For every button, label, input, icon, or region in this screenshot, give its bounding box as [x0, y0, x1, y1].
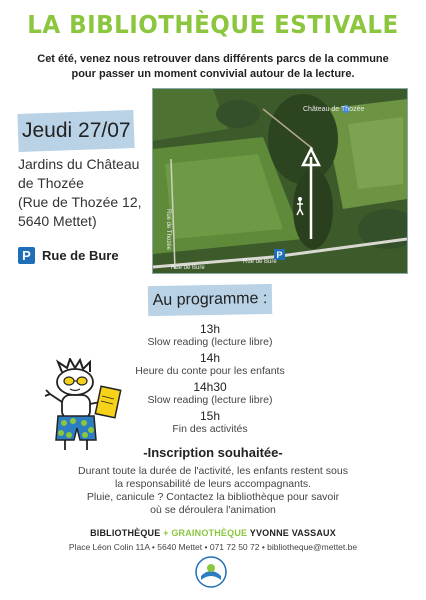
registration-note: -Inscription souhaitée-	[143, 445, 283, 460]
schedule-item	[100, 409, 320, 436]
schedule-activity: Fin des activités	[172, 423, 248, 435]
location-address	[18, 155, 158, 231]
map-parking-icon: P	[276, 250, 283, 260]
notes-line-1: Durant toute la durée de l'activité, les enfants restent sous	[78, 465, 348, 477]
notes-line-4: où se déroulera l'animation	[150, 504, 276, 516]
intro-line-2: pour passer un moment convivial autour de la lecture.	[71, 68, 355, 80]
map-road-label-1: Rue de Bure	[171, 265, 205, 271]
contact-line: Place Léon Colin 11A • 5640 Mettet • 071 72 50 72 • bibliotheque@mettet.be	[68, 542, 358, 552]
page-title: LA BIBLIOTHÈQUE ESTIVALE	[27, 10, 399, 39]
notes-line-3: Pluie, canicule ? Contactez la bibliothèque pour savoir	[86, 491, 340, 503]
schedule-time: 14h	[199, 351, 221, 365]
org-part-2: + GRAINOTHÈQUE	[163, 528, 248, 538]
location-map	[152, 88, 408, 274]
schedule	[100, 322, 320, 438]
intro-line-1: Cet été, venez nous retrouver dans différents parcs de la commune	[37, 53, 389, 65]
event-date: Jeudi 27/07	[21, 119, 131, 142]
parking-info	[18, 247, 119, 264]
library-logo	[195, 556, 227, 588]
org-part-3: YVONNE VASSAUX	[249, 528, 336, 538]
schedule-time: 14h30	[193, 380, 227, 394]
schedule-time: 15h	[199, 409, 221, 423]
location-line-3: (Rue de Thozée 12,	[18, 194, 142, 210]
map-place-label: Château de Thozée	[303, 106, 365, 113]
map-side-road-label: Rue de Thozée	[165, 209, 171, 250]
programme-title: Au programme :	[152, 290, 268, 309]
schedule-activity: Heure du conte pour les enfants	[135, 365, 285, 377]
schedule-item	[100, 380, 320, 407]
notes-line-2: la responsabilité de leurs accompagnants.	[114, 478, 312, 490]
location-line-1: Jardins du Château	[18, 156, 140, 172]
child-reading-illustration	[40, 358, 132, 454]
programme-banner	[148, 284, 273, 316]
parking-icon: P	[18, 247, 35, 264]
map-road-label-2: Rue de Bure	[243, 259, 277, 265]
organisation-name	[0, 528, 426, 538]
intro-text	[0, 52, 426, 82]
schedule-item	[100, 322, 320, 349]
date-banner	[17, 110, 134, 152]
parking-label: Rue de Bure	[42, 248, 119, 263]
schedule-item	[100, 351, 320, 378]
org-part-1: BIBLIOTHÈQUE	[90, 528, 161, 538]
location-line-4: 5640 Mettet)	[18, 213, 97, 229]
schedule-activity: Slow reading (lecture libre)	[147, 336, 273, 348]
info-notes	[50, 465, 376, 517]
schedule-time: 13h	[199, 322, 221, 336]
location-line-2: de Thozée	[18, 175, 84, 191]
schedule-activity: Slow reading (lecture libre)	[147, 394, 273, 406]
